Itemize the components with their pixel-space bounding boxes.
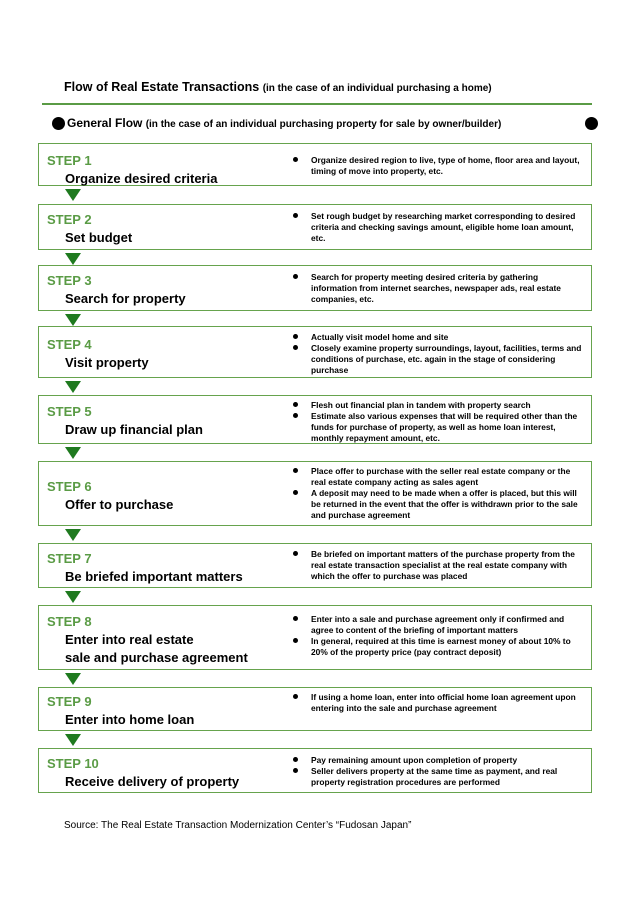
step-label: STEP 10	[47, 756, 99, 771]
step-description-list	[291, 614, 585, 658]
step-heading	[47, 144, 287, 185]
step-name: Be briefed important matters	[65, 569, 243, 584]
step-description-item: Estimate also various expenses that will be required other than the funds for purchase of property, as well as home loan interest, monthly repayment amount, etc.	[291, 411, 585, 444]
step-name: Organize desired criteria	[65, 171, 218, 186]
general-flow-main: General Flow	[67, 116, 143, 130]
source-note: Source: The Real Estate Transaction Modernization Center’s “Fudosan Japan”	[64, 820, 412, 831]
step-heading	[47, 396, 287, 443]
step-description-list	[291, 549, 585, 582]
step-name: Offer to purchase	[65, 497, 174, 512]
general-flow-header	[52, 116, 598, 134]
step-description-item: Pay remaining amount upon completion of property	[291, 755, 585, 766]
step-description-item: A deposit may need to be made when a offer is placed, but this will be returned in the event that the offer is withdrawn prior to the sale and purchase agreement	[291, 488, 585, 521]
step-heading	[47, 462, 287, 525]
step-description-list	[291, 755, 585, 788]
step-name: Visit property	[65, 355, 149, 370]
bullet-dot-icon	[52, 117, 65, 130]
step-heading	[47, 266, 287, 310]
step-label: STEP 1	[47, 153, 92, 168]
down-arrow-icon	[65, 189, 81, 201]
step-heading	[47, 606, 287, 669]
step-description-item: Place offer to purchase with the seller real estate company or the real estate company acting as sales agent	[291, 466, 585, 488]
bullet-dot-icon	[585, 117, 598, 130]
down-arrow-icon	[65, 447, 81, 459]
step-description-item: Be briefed on important matters of the purchase property from the real estate transaction specialist at the real estate company with which the offer to purchase was placed	[291, 549, 585, 582]
step-description-list	[291, 692, 585, 714]
step-name: Enter into home loan	[65, 712, 195, 727]
down-arrow-icon	[65, 673, 81, 685]
step-description-item: Enter into a sale and purchase agreement only if confirmed and agree to content of the briefing of important matters	[291, 614, 585, 636]
step-heading	[47, 749, 287, 792]
step-7-box	[38, 543, 592, 588]
step-label: STEP 9	[47, 694, 92, 709]
step-4-box	[38, 326, 592, 378]
down-arrow-icon	[65, 591, 81, 603]
step-heading	[47, 544, 287, 587]
step-name: Search for property	[65, 291, 186, 306]
page-title-main: Flow of Real Estate Transactions	[64, 80, 260, 94]
step-6-box	[38, 461, 592, 526]
step-name: Draw up financial plan	[65, 422, 203, 437]
step-name: Enter into real estate	[65, 632, 194, 647]
step-description-list	[291, 272, 585, 305]
title-divider	[42, 103, 592, 105]
step-3-box	[38, 265, 592, 311]
step-description-item: If using a home loan, enter into official home loan agreement upon entering into the sale and purchase agreement	[291, 692, 585, 714]
step-description-item: Flesh out financial plan in tandem with property search	[291, 400, 585, 411]
step-label: STEP 6	[47, 479, 92, 494]
down-arrow-icon	[65, 253, 81, 265]
step-description-item: Closely examine property surroundings, layout, facilities, terms and conditions of purchase, etc. again in the stage of considering purchase	[291, 343, 585, 376]
step-description-list	[291, 332, 585, 376]
step-name: Receive delivery of property	[65, 774, 240, 789]
step-2-box	[38, 204, 592, 250]
step-description-item: Organize desired region to live, type of home, floor area and layout, timing of move into property, etc.	[291, 155, 585, 177]
step-description-item: Search for property meeting desired criteria by gathering information from internet searches, newspaper ads, real estate companies, etc.	[291, 272, 585, 305]
down-arrow-icon	[65, 734, 81, 746]
general-flow-sub: (in the case of an individual purchasing property for sale by owner/builder)	[145, 119, 502, 130]
down-arrow-icon	[65, 529, 81, 541]
step-9-box	[38, 687, 592, 731]
step-10-box	[38, 748, 592, 793]
step-heading	[47, 205, 287, 249]
step-description-list	[291, 155, 585, 177]
step-1-box	[38, 143, 592, 186]
step-label: STEP 4	[47, 337, 92, 352]
step-label: STEP 5	[47, 404, 92, 419]
general-flow-title	[67, 116, 501, 130]
step-5-box	[38, 395, 592, 444]
page-title	[64, 80, 492, 94]
step-description-item: Set rough budget by researching market corresponding to desired criteria and checking savings amount, eligible home loan amount, etc.	[291, 211, 585, 244]
step-description-list	[291, 211, 585, 244]
step-heading	[47, 327, 287, 377]
step-label: STEP 2	[47, 212, 92, 227]
step-name: sale and purchase agreement	[65, 650, 248, 665]
step-label: STEP 8	[47, 614, 92, 629]
step-description-list	[291, 400, 585, 444]
step-description-item: In general, required at this time is earnest money of about 10% to 20% of the property price (pay contract deposit)	[291, 636, 585, 658]
step-description-item: Actually visit model home and site	[291, 332, 585, 343]
step-description-list	[291, 466, 585, 521]
page-title-sub: (in the case of an individual purchasing a home)	[262, 83, 492, 94]
step-label: STEP 3	[47, 273, 92, 288]
step-8-box	[38, 605, 592, 670]
down-arrow-icon	[65, 314, 81, 326]
step-name: Set budget	[65, 230, 133, 245]
down-arrow-icon	[65, 381, 81, 393]
step-description-item: Seller delivers property at the same time as payment, and real property registration procedures are performed	[291, 766, 585, 788]
step-heading	[47, 688, 287, 730]
step-label: STEP 7	[47, 551, 92, 566]
